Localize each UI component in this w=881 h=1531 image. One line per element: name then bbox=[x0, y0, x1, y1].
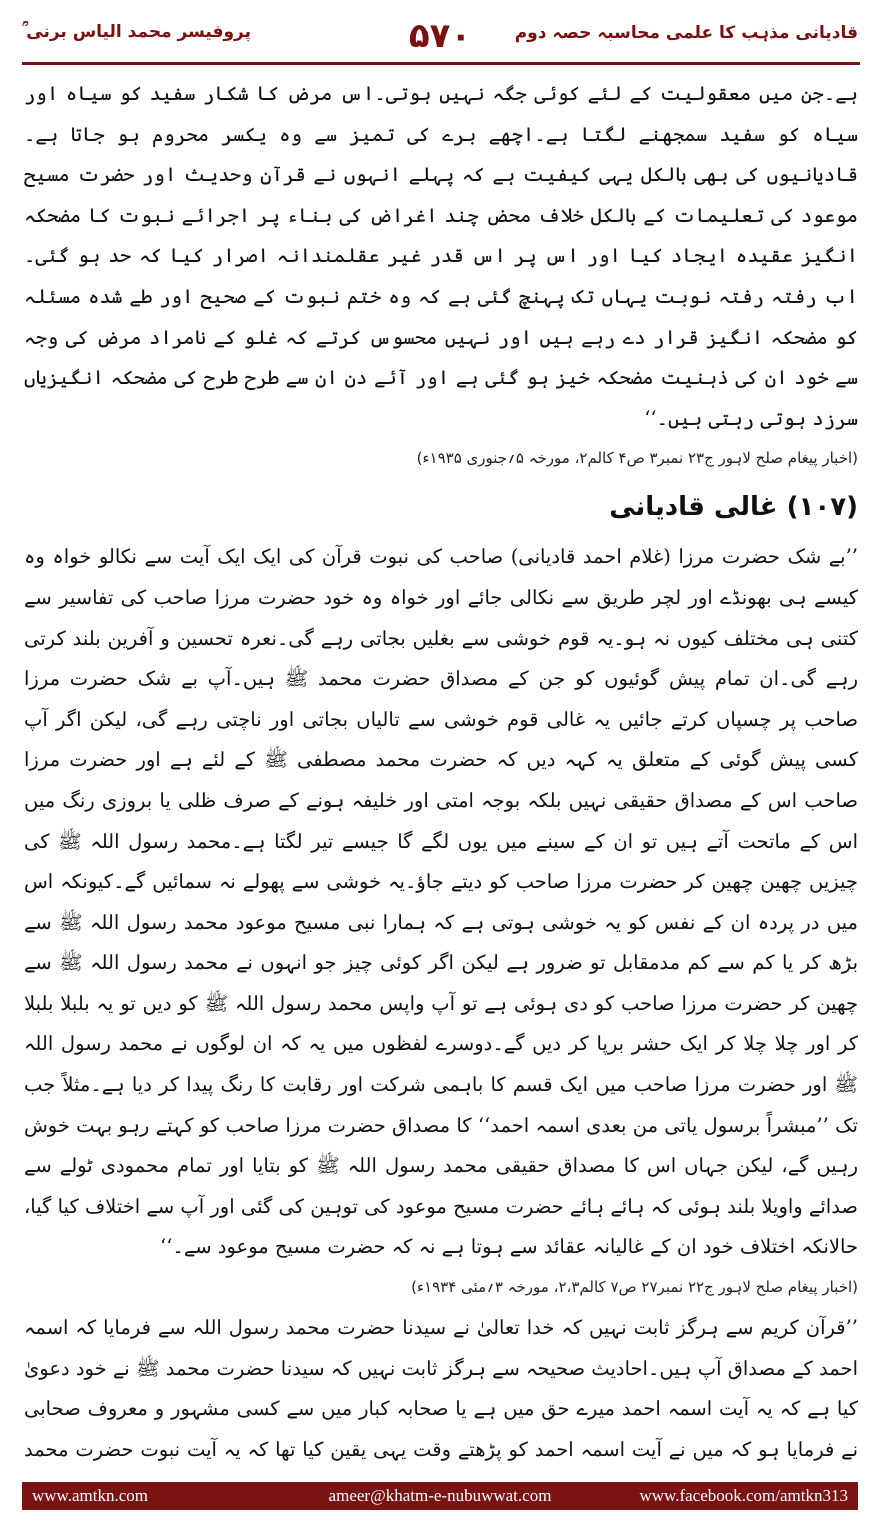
page-header bbox=[22, 14, 858, 60]
header-divider bbox=[22, 62, 860, 65]
email-link[interactable]: ameer@khatm-e-nubuwwat.com bbox=[328, 1486, 552, 1505]
page-number: ۵۷۰ bbox=[408, 16, 472, 56]
page-body bbox=[24, 74, 858, 1474]
section-heading: (۱۰۷) غالی قادیانی bbox=[609, 492, 858, 523]
facebook-link[interactable]: www.facebook.com/amtkn313 bbox=[639, 1486, 848, 1505]
book-title: قادیانی مذہب کا علمی محاسبہ حصہ دوم bbox=[514, 23, 858, 43]
website-link[interactable]: www.amtkn.com bbox=[32, 1486, 148, 1505]
paragraph-1: ہے۔جن میں معقولیت کے لئے کوئی جگہ نہیں ہوتی۔اس مرض کا شکار سفید کو سیاہ اور سیاہ کو سفید سمجھنے لگتا ہے۔اچھے برے کی تمیز سے وہ یکسر محروم ہو جاتا ہے۔قادیانیوں کی بھی بالکل یہی کیفیت ہے کہ پہلے انہوں نے قرآن وحدیث اور حضرت مسیح موعود کی تعلیمات کے بالکل خلاف محض چند اغراض کی بناء پر اجرائے نبوت کا مضحکہ انگیز عقیدہ ایجاد کیا اور اس پر اس قدر غیر عقلمندانہ اصرار کیا کہ حد ہو گئی۔اب رفتہ رفتہ نوبت یہاں تک پہنچ گئی ہے کہ وہ ختم نبوت کے صحیح اور طے شدہ مسئلہ کو مضحکہ انگیز قرار دے رہے ہیں اور نہیں محسوس کرتے کہ غلو کے نامراد مرض کی وجہ سے خود ان کی ذہنیت مضحکہ خیز ہو گئی ہے اور آئے دن ان سے طرح طرح کی مضحکہ انگیزیاں سرزد ہوتی رہتی ہیں۔‘‘ bbox=[24, 82, 858, 430]
paragraph-2: ’’بے شک حضرت مرزا (غلام احمد قادیانی) صاحب کی نبوت قرآن کی ایک ایک آیت سے نکالو خواہ وہ کیسے ہی بھونڈے اور لچر طریق سے نکالی جائے اور خواہ وہ خود حضرت مرزا صاحب کی تفاسیر سے کتنی ہی مختلف کیوں نہ ہو۔یہ قوم خوشی سے بغلیں بجاتی رہے گی۔نعرہ تحسین و آفرین بلند کرتی رہے گی۔ان تمام پیش گوئیوں کو جن کے مصداق حضرت محمد ﷺ ہیں۔آپ بے شک حضرت مرزا صاحب پر چسپاں کرتے جائیں یہ غالی قوم خوشی سے تالیاں بجاتی اور ناچتی رہے گی، لیکن اگر آپ کسی پیش گوئی کے متعلق یہ کہہ دیں کہ حضرت محمد مصطفی ﷺ کے لئے ہے اور حضرت مرزا صاحب اس کے مصداق حقیقی نہیں بلکہ بوجہ امتی اور خلیفہ ہونے کے صرف ظلی یا بروزی رنگ میں اس کے ماتحت آتے ہیں تو ان کے سینے میں یوں لگے گا جیسے تیر لگتا ہے۔محمد رسول اللہ ﷺ کی چیزیں چھین چھین کر حضرت مرزا صاحب کو دیتے جاؤ۔یہ خوشی سے پھولے نہ سمائیں گے۔کیونکہ اس میں در پردہ ان کے نفس کو یہ خوشی ہوتی ہے کہ ہمارا نبی مسیح موعود محمد رسول اللہ ﷺ سے بڑھ کر یا کم سے کم مدمقابل تو ضرور ہے لیکن اگر کوئی چیز جو انہوں نے محمد رسول اللہ ﷺ سے چھین کر حضرت مرزا صاحب کو دی ہوئی ہے تو آپ واپس محمد رسول اللہ ﷺ کو دیں تو یہ بلبلا بلبلا کر اور چلا چلا کر ایک حشر برپا کر دیں گے۔دوسرے لفظوں میں یہ کہ ان لوگوں نے محمد رسول اللہ ﷺ اور حضرت مرزا صاحب میں ایک قسم کا باہمی شرکت اور رقابت کا رنگ پیدا کر دیا ہے۔مثلاً جب تک ’’مبشراً برسول یاتی من بعدی اسمہ احمد‘‘ کا مصداق حضرت مرزا صاحب کو کہتے رہو بہت خوش رہیں گے، لیکن جہاں اس کا مصداق حقیقی محمد رسول اللہ ﷺ کو بتایا اور تمام محمودی ٹولے سے صدائے واویلا بلند ہوئی کہ ہائے ہائے حضرت مسیح موعود کی توہین کی گئی اور آپ سے اختلاف کیا گیا، حالانکہ اختلاف خود ان کے غالیانہ عقائد سے ہوتا ہے نہ کہ حضرت مسیح موعود سے۔‘‘ bbox=[24, 545, 858, 1259]
reference-2: (اخبار پیغام صلح لاہور ج۲۲ نمبر۲۷ ص۷ کالم۲،۳، مورخہ ۳؍مئی ۱۹۳۴ء) bbox=[411, 1278, 858, 1297]
author-name: پروفیسر محمد الیاس برنی ؒ bbox=[22, 22, 252, 42]
paragraph-3: ’’قرآن کریم سے ہرگز ثابت نہیں کہ خدا تعالیٰ نے سیدنا حضرت محمد رسول اللہ سے فرمایا کہ اسمہ احمد کے مصداق آپ ہیں۔احادیث صحیحہ سے ہرگز ثابت نہیں کہ سیدنا حضرت محمد ﷺ نے خود دعویٰ کیا ہے کہ یہ آیت اسمہ احمد میرے حق میں ہے یا صحابہ کبار میں سے کسی مشہور و معروف صحابی نے فرمایا ہو کہ میں نے آیت اسمہ احمد کو پڑھتے وقت یہی یقین کیا تھا کہ یہ آیت نبوت حضرت محمد bbox=[24, 1316, 858, 1461]
reference-1: (اخبار پیغام صلح لاہور ج۲۳ نمبر۳ ص۴ کالم۲، مورخہ ۵؍جنوری ۱۹۳۵ء) bbox=[416, 449, 858, 468]
page-footer bbox=[22, 1482, 858, 1510]
